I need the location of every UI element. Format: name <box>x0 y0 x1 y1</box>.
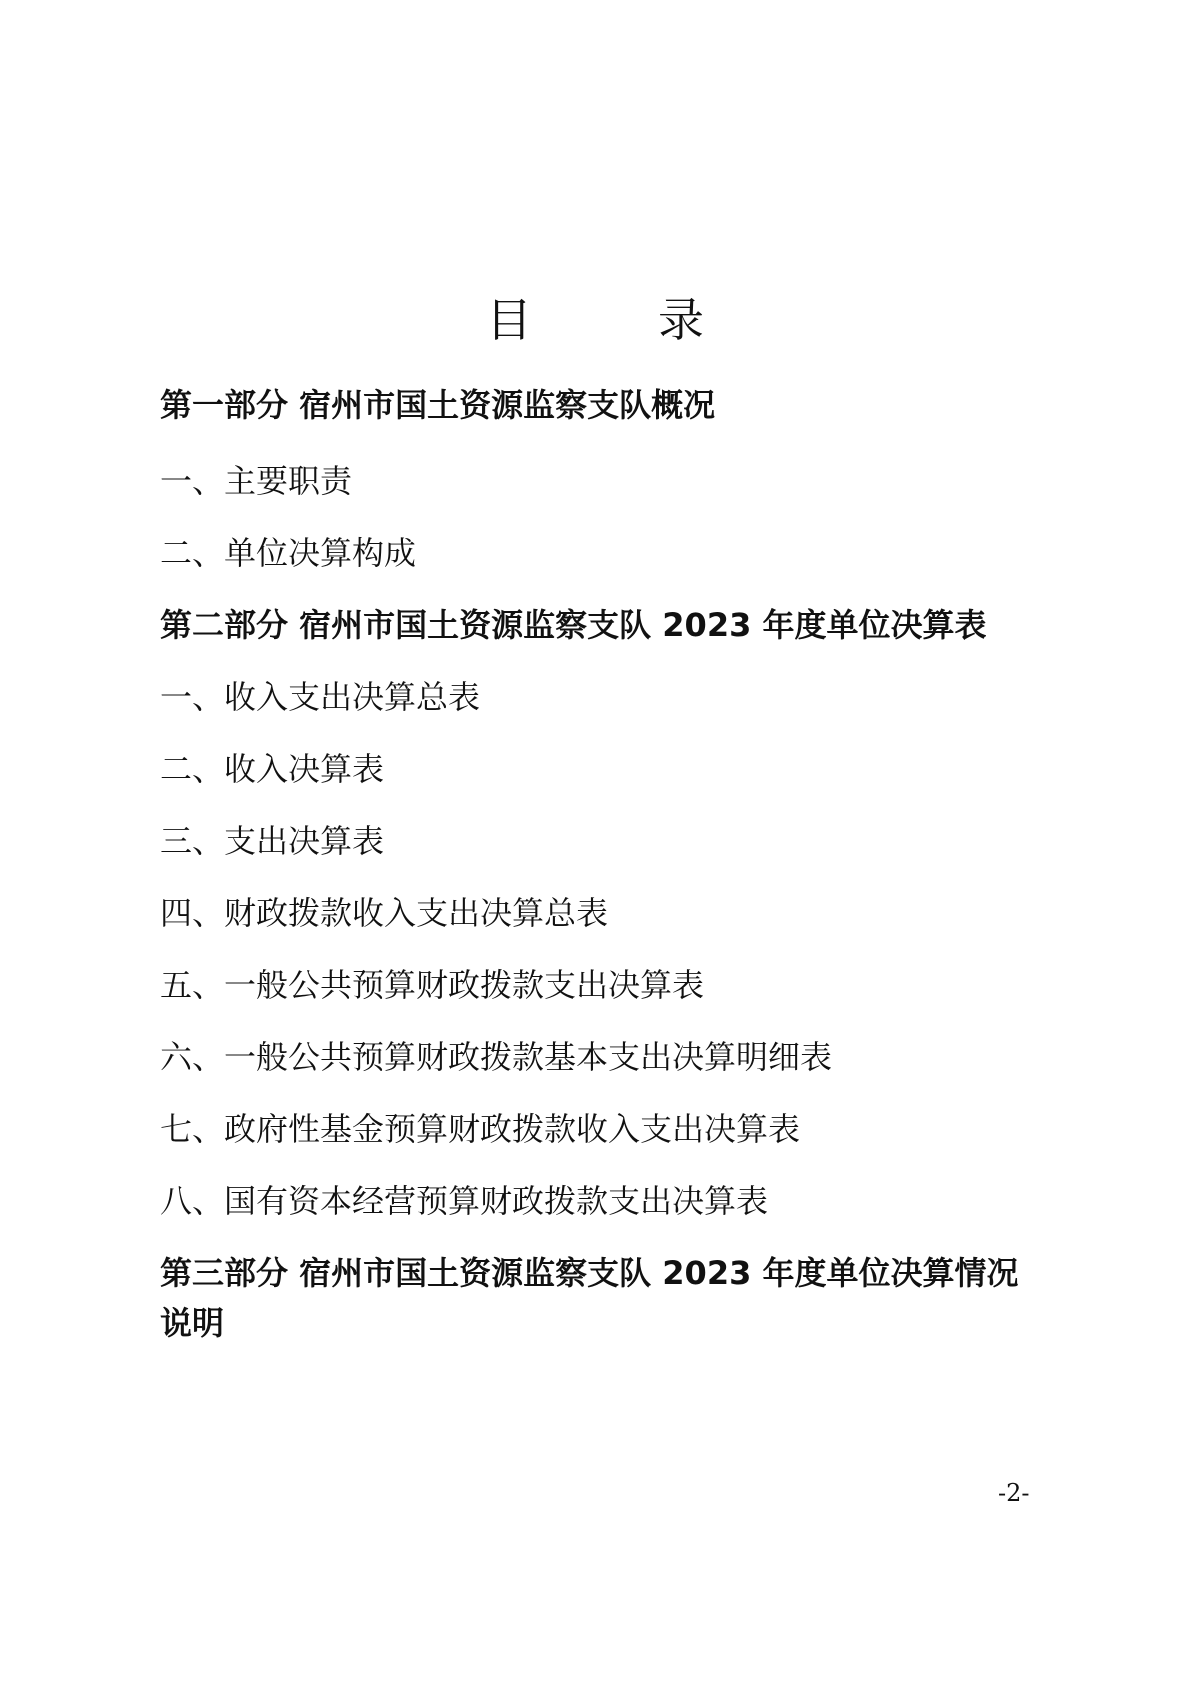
toc-part-2-heading: 第二部分 宿州市国土资源监察支队 2023 年度单位决算表 <box>160 606 987 644</box>
toc-item: 六、一般公共预算财政拨款基本支出决算明细表 <box>160 1038 833 1076</box>
toc-part-3-heading: 第三部分 宿州市国土资源监察支队 2023 年度单位决算情况说明 <box>160 1254 1019 1342</box>
table-of-contents <box>160 380 1030 1348</box>
toc-item: 一、主要职责 <box>160 462 353 500</box>
toc-item: 二、单位决算构成 <box>160 534 417 572</box>
toc-item: 二、收入决算表 <box>160 750 385 788</box>
toc-item: 一、收入支出决算总表 <box>160 678 481 716</box>
toc-item: 八、国有资本经营预算财政拨款支出决算表 <box>160 1182 769 1220</box>
page-number: -2- <box>998 1479 1030 1507</box>
toc-item: 五、一般公共预算财政拨款支出决算表 <box>160 966 705 1004</box>
toc-item: 四、财政拨款收入支出决算总表 <box>160 894 609 932</box>
toc-item: 七、政府性基金预算财政拨款收入支出决算表 <box>160 1110 801 1148</box>
page-title: 目 录 <box>486 293 744 347</box>
toc-part-1-heading: 第一部分 宿州市国土资源监察支队概况 <box>160 386 716 424</box>
toc-item: 三、支出决算表 <box>160 822 385 860</box>
